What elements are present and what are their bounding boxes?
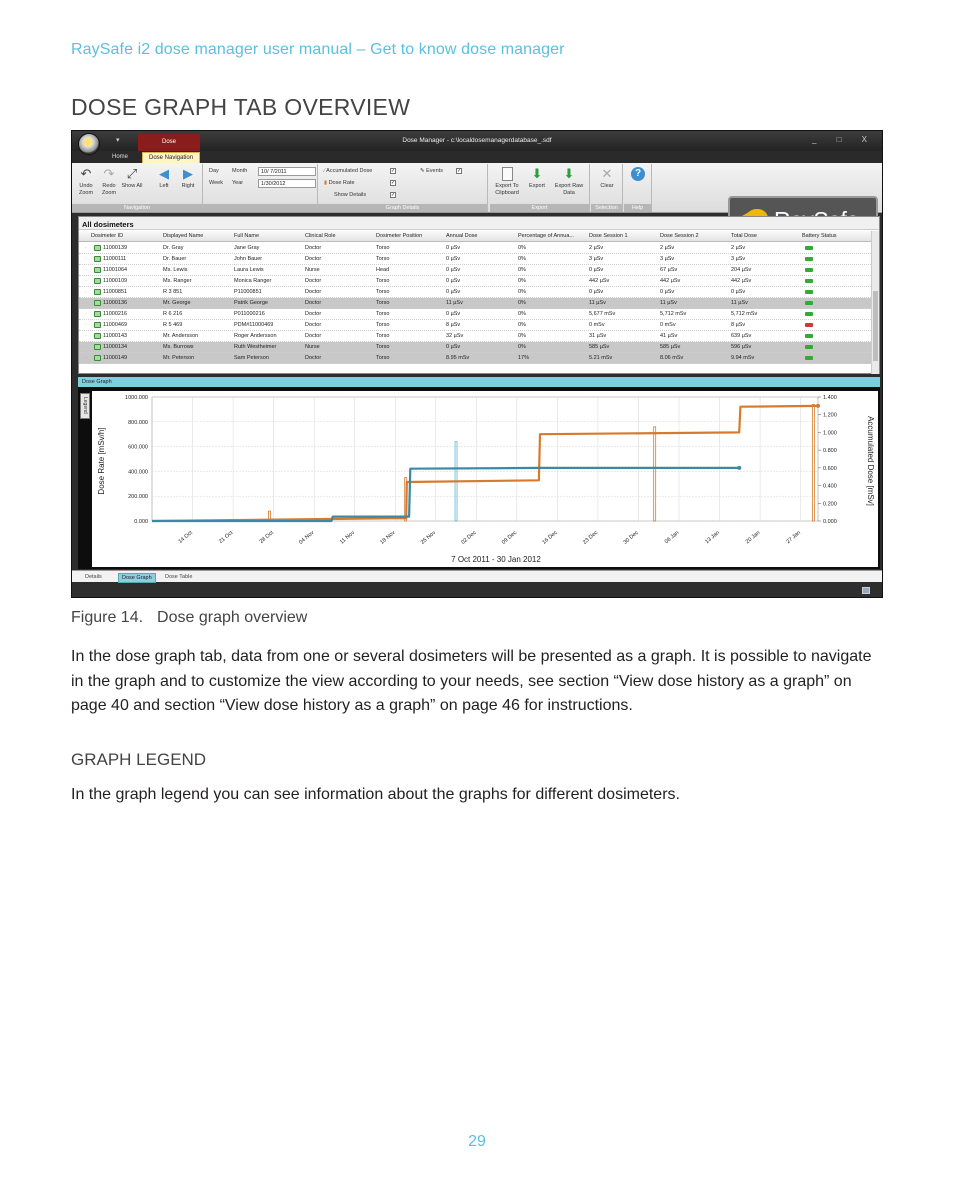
tab-details[interactable]: Details (85, 574, 102, 580)
cell-pct: 0% (518, 311, 526, 317)
cell-annual: 8 µSv (446, 322, 461, 328)
tree-connector: · (85, 344, 87, 350)
selection-group-label: Selection (591, 204, 622, 212)
help-button[interactable] (626, 167, 650, 183)
cell-id: 11001064 (103, 267, 128, 273)
y2-tick-label: 1.200 (823, 412, 837, 419)
dose-rate-label: Dose Rate (328, 180, 355, 186)
cell-id: 11000143 (103, 333, 128, 339)
table-row[interactable] (79, 276, 873, 287)
x-tick-label: 11 Nov (339, 529, 356, 546)
y2-tick-label: 0.000 (823, 519, 837, 525)
bottom-tabs (72, 570, 882, 582)
paragraph-2: In the graph legend you can see information about the graphs for different dosimeters. (71, 786, 680, 803)
x-tick-label: 25 Nov (419, 529, 438, 546)
col-percentage[interactable]: Percentage of Annua... (518, 233, 574, 239)
cell-pos: Torso (376, 333, 390, 339)
cell-total: 2 µSv (731, 245, 746, 251)
screenshot-window (71, 130, 883, 598)
battery-icon (805, 257, 813, 261)
dose-graph-panel (78, 387, 880, 569)
y2-tick-label: 0.200 (823, 501, 837, 508)
y-tick-label: 800.000 (128, 419, 148, 426)
cell-id: 11000134 (103, 344, 128, 350)
y2-tick-label: 1.000 (823, 430, 837, 437)
x-tick-label: 04 Nov (298, 529, 316, 546)
tree-connector: · (85, 256, 87, 262)
cell-pos: Torso (376, 300, 390, 306)
dosimeter-icon (94, 289, 101, 295)
cell-full: Roger Andersson (234, 333, 277, 339)
cell-role: Doctor (305, 355, 322, 361)
period-group-label (203, 204, 317, 212)
figure-caption (71, 609, 307, 627)
cell-s1: 0 µSv (589, 289, 604, 295)
cell-annual: 0 µSv (446, 278, 461, 284)
col-dose-session-2[interactable]: Dose Session 2 (660, 233, 699, 239)
cell-s2: 8.06 mSv (660, 355, 684, 361)
period-week[interactable]: Week (209, 180, 223, 186)
table-row[interactable] (79, 353, 873, 364)
x-tick-label: 23 Dec (582, 529, 600, 546)
cell-pct: 0% (518, 245, 526, 251)
table-row[interactable] (79, 265, 873, 276)
help-icon: ? (631, 167, 645, 181)
tree-connector: · (85, 311, 87, 317)
cell-s2: 0 µSv (660, 289, 675, 295)
cell-display: R 5 469 (163, 322, 183, 328)
show-all-button[interactable] (120, 167, 144, 190)
cell-total: 204 µSv (731, 267, 752, 273)
legend-tab-label: Legend (82, 397, 88, 414)
cell-display: Mr. George (163, 300, 191, 306)
cell-role: Doctor (305, 278, 322, 284)
table-row[interactable] (79, 298, 873, 309)
table-row[interactable] (79, 254, 873, 265)
battery-icon (805, 290, 813, 294)
export-raw-data-button[interactable] (551, 167, 587, 196)
x-tick-label: 21 Oct (218, 529, 235, 545)
arrow-left-icon: ◀ (159, 166, 169, 181)
cell-id: 11000139 (103, 245, 128, 251)
cell-s2: 11 µSv (660, 300, 677, 306)
title-bar (72, 131, 882, 151)
cell-pos: Torso (376, 289, 390, 295)
window-controls[interactable]: _ □ X (811, 135, 876, 144)
dose-rate-option[interactable] (324, 180, 355, 186)
cell-pct: 0% (518, 322, 526, 328)
battery-icon (805, 345, 813, 349)
grid-title: All dosimeters (79, 217, 879, 230)
cell-pos: Torso (376, 245, 390, 251)
dosimeter-icon (94, 300, 101, 306)
y-tick-label: 600.000 (128, 444, 148, 451)
dosimeter-icon (94, 278, 101, 284)
cell-s1: 5.21 mSv (589, 355, 613, 361)
table-row[interactable] (79, 342, 873, 353)
cell-id: 11000111 (103, 256, 127, 262)
cell-pct: 17% (518, 355, 530, 361)
status-bar (72, 584, 882, 598)
cell-pct: 0% (518, 333, 526, 339)
cell-s2: 442 µSv (660, 278, 681, 284)
cell-role: Doctor (305, 289, 322, 295)
cell-role: Nurse (305, 267, 320, 273)
cell-total: 442 µSv (731, 278, 752, 284)
cell-pct: 0% (518, 278, 526, 284)
table-row[interactable] (79, 331, 873, 342)
cell-s2: 0 mSv (660, 322, 676, 328)
quick-access-icon[interactable]: ▾ (116, 137, 120, 144)
cell-role: Doctor (305, 311, 322, 317)
dosimeter-grid (78, 216, 880, 374)
undo-zoom-label: Undo Zoom (78, 183, 94, 196)
x-tick-label: 28 Oct (258, 529, 275, 545)
cell-display: Dr. Gray (163, 245, 184, 251)
dosimeter-icon (94, 355, 101, 361)
y2-tick-label: 0.600 (823, 465, 837, 472)
dosimeter-icon (94, 344, 101, 350)
col-dosimeter-id[interactable]: Dosimeter ID (91, 233, 124, 239)
export-raw-icon: ⬇ (563, 166, 575, 181)
period-year[interactable]: Year (232, 180, 244, 186)
events-icon: ✎ (420, 168, 425, 174)
context-tab: Dose (138, 134, 200, 151)
tree-connector: · (85, 333, 87, 339)
cell-total: 3 µSv (731, 256, 746, 262)
cell-display: R 3 851 (163, 289, 183, 295)
x-tick-label: 30 Dec (622, 529, 640, 546)
cell-id: 11000851 (103, 289, 128, 295)
cell-s1: 3 µSv (589, 256, 604, 262)
col-full-name[interactable]: Full Name (234, 233, 260, 239)
events-checkbox[interactable]: ✓ (457, 168, 462, 174)
tree-connector: · (85, 322, 87, 328)
dosimeter-icon (94, 322, 101, 328)
y-tick-label: 0.000 (134, 519, 148, 525)
x-tick-label: 13 Jan (704, 529, 721, 546)
y-tick-label: 400.000 (128, 469, 148, 476)
cell-id: 11000136 (103, 300, 128, 306)
cell-role: Doctor (305, 300, 322, 306)
battery-icon (805, 323, 813, 327)
clear-label: Clear (600, 183, 614, 189)
cell-id: 11000149 (103, 355, 128, 361)
tab-dose-navigation[interactable]: Dose Navigation (142, 152, 200, 163)
cell-s2: 67 µSv (660, 267, 678, 273)
battery-icon (805, 312, 813, 316)
period-day[interactable]: Day (209, 168, 219, 174)
cell-full: John Bauer (234, 256, 263, 262)
series-end-marker-0 (816, 404, 820, 408)
cell-role: Nurse (305, 344, 320, 350)
cell-total: 5,712 mSv (731, 311, 758, 317)
cell-pos: Head (376, 267, 390, 273)
cell-annual: 11 µSv (446, 300, 463, 306)
dosimeter-icon (94, 267, 101, 273)
cell-full: P011000216 (234, 311, 265, 317)
x-axis-label: 7 Oct 2011 - 30 Jan 2012 (451, 555, 541, 564)
cell-pos: Torso (376, 278, 390, 284)
cell-annual: 32 µSv (446, 333, 464, 339)
export-raw-data-label: Export Raw Data (554, 183, 584, 196)
undo-zoom-icon: ↶ (80, 166, 92, 181)
col-clinical-role[interactable]: Clinical Role (305, 233, 336, 239)
cell-s1: 2 µSv (589, 245, 604, 251)
selection-group (591, 164, 623, 212)
pen-icon: ∕ (324, 168, 325, 174)
grid-scroll-thumb[interactable] (873, 291, 878, 361)
table-row[interactable] (79, 309, 873, 320)
tab-home[interactable]: Home (112, 154, 129, 160)
battery-icon (805, 301, 813, 305)
y2-tick-label: 1.400 (823, 395, 837, 401)
cell-s1: 5,677 mSv (589, 311, 616, 317)
navigation-group-label: Navigation (72, 204, 202, 212)
show-details-label: Show Details (334, 192, 367, 198)
status-icon (862, 587, 870, 594)
tree-connector: · (85, 278, 87, 284)
dose-rate-checkbox[interactable]: ✓ (391, 180, 396, 186)
cell-display: Ms. Ranger (163, 278, 192, 284)
y-tick-label: 200.000 (128, 494, 148, 501)
cell-annual: 0 µSv (446, 267, 461, 273)
series-end-marker-1 (737, 466, 741, 470)
clipboard-icon (502, 167, 513, 181)
export-to-clipboard-label: Export To Clipboard (495, 183, 519, 196)
table-row[interactable] (79, 243, 873, 254)
x-tick-label: 14 Oct (177, 529, 194, 545)
cell-role: Doctor (305, 256, 322, 262)
cell-pct: 0% (518, 300, 526, 306)
battery-icon (805, 334, 813, 338)
cell-full: P11000851 (234, 289, 262, 295)
paragraph-1: In the dose graph tab, data from one or several dosimeters will be presented as a graph. It is possible to navigate in the graph and to customize the view according to your needs, see section “View dose history as a graph” on page 40 and section “View dose history as a graph” on page 46 for instructions. (71, 648, 872, 714)
y2-axis-label: Accumulated Dose [mSv] (866, 416, 875, 506)
export-to-clipboard-button[interactable] (492, 167, 522, 196)
cell-s2: 41 µSv (660, 333, 678, 339)
redo-zoom-icon: ↷ (103, 166, 115, 181)
page-number: 29 (468, 1133, 486, 1150)
cell-pos: Torso (376, 344, 390, 350)
clear-icon: ✕ (601, 166, 613, 181)
cell-annual: 0 µSv (446, 344, 461, 350)
cell-s2: 2 µSv (660, 245, 675, 251)
cell-full: Monica Ranger (234, 278, 272, 284)
accumulated-dose-label: Accumulated Dose (326, 168, 373, 174)
y-tick-label: 1000.000 (125, 395, 148, 401)
help-group (624, 164, 652, 212)
export-label: Export (529, 183, 545, 189)
help-group-label: Help (624, 204, 651, 212)
start-date-input[interactable]: 10/ 7/2011 (258, 167, 316, 176)
subheading-graph-legend: GRAPH LEGEND (71, 750, 207, 769)
y2-tick-label: 0.800 (823, 448, 837, 455)
tree-connector: · (85, 300, 87, 306)
cell-pct: 0% (518, 289, 526, 295)
period-month[interactable]: Month (232, 168, 248, 174)
cell-s1: 31 µSv (589, 333, 607, 339)
tab-row (72, 151, 882, 163)
accumulated-dose-checkbox[interactable]: ✓ (391, 168, 396, 174)
cell-role: Doctor (305, 245, 322, 251)
col-dose-session-1[interactable]: Dose Session 1 (589, 233, 628, 239)
cell-full: Patrik George (234, 300, 268, 306)
cell-pct: 0% (518, 267, 526, 273)
x-tick-label: 02 Dec (460, 529, 478, 546)
cell-total: 9.94 mSv (731, 355, 755, 361)
dosimeter-icon (94, 333, 101, 339)
show-details-checkbox[interactable]: ✓ (391, 192, 396, 198)
export-group-label: Export (490, 204, 589, 212)
cell-pct: 0% (518, 344, 526, 350)
dosimeter-icon (94, 245, 101, 251)
x-tick-label: 20 Jan (744, 529, 762, 546)
cell-full: PDM#11000469 (234, 322, 274, 328)
cell-s2: 3 µSv (660, 256, 675, 262)
show-all-icon: ⤢ (126, 166, 138, 181)
cell-pos: Torso (376, 322, 390, 328)
dose-graph-strip: Dose Graph (78, 377, 880, 387)
col-displayed-name[interactable]: Displayed Name (163, 233, 204, 239)
cell-pos: Torso (376, 311, 390, 317)
tree-connector: · (85, 289, 87, 295)
cell-total: 596 µSv (731, 344, 752, 350)
legend-tab[interactable] (80, 393, 90, 419)
arrow-right-icon: ▶ (183, 166, 193, 181)
battery-icon (805, 279, 813, 283)
dose-chart[interactable] (92, 391, 878, 567)
figure-title: Dose graph overview (157, 609, 308, 626)
tab-dose-graph[interactable]: Dose Graph (118, 573, 156, 583)
grid-scrollbar[interactable] (871, 231, 879, 374)
battery-icon (805, 246, 813, 250)
y2-tick-label: 0.400 (823, 483, 837, 490)
cell-id: 11000469 (103, 322, 128, 328)
cell-annual: 0 µSv (446, 256, 461, 262)
app-orb-button[interactable] (78, 133, 100, 155)
export-icon: ⬇ (531, 166, 543, 181)
cell-s2: 5,712 mSv (660, 311, 687, 317)
cell-display: Ms. Burrows (163, 344, 194, 350)
cell-s1: 585 µSv (589, 344, 610, 350)
dosimeter-icon (94, 311, 101, 317)
left-label: Left (159, 183, 169, 189)
cell-display: Dr. Bauer (163, 256, 187, 262)
table-row[interactable] (79, 320, 873, 331)
cell-annual: 0 µSv (446, 289, 461, 295)
tree-connector: · (85, 355, 87, 361)
cell-annual: 0 µSv (446, 245, 461, 251)
cell-full: Sam Peterson (234, 355, 269, 361)
redo-zoom-button[interactable] (97, 167, 121, 196)
tab-dose-table[interactable]: Dose Table (165, 574, 193, 580)
cell-role: Doctor (305, 322, 322, 328)
cell-annual: 0 µSv (446, 311, 461, 317)
cell-pos: Torso (376, 355, 390, 361)
y-axis-label: Dose Rate [mSv/h] (97, 427, 106, 495)
cell-id: 11000216 (103, 311, 128, 317)
figure-label: Figure 14. (71, 609, 144, 626)
export-button[interactable] (525, 167, 549, 190)
cell-annual: 8.95 mSv (446, 355, 470, 361)
left-button[interactable] (152, 167, 176, 190)
period-group (203, 164, 318, 212)
x-tick-label: 06 Jan (663, 529, 681, 546)
cell-pct: 0% (518, 256, 526, 262)
cell-total: 0 µSv (731, 289, 746, 295)
accumulated-dose-option[interactable] (324, 168, 372, 174)
cell-display: Ms. Lewis (163, 267, 188, 273)
graph-details-group (318, 164, 488, 212)
cell-s1: 0 µSv (589, 267, 604, 273)
cell-total: 11 µSv (731, 300, 748, 306)
cell-display: R 6 216 (163, 311, 183, 317)
cell-role: Doctor (305, 333, 322, 339)
cell-total: 8 µSv (731, 322, 746, 328)
bar-icon: ▮ (324, 180, 328, 186)
cell-s1: 0 mSv (589, 322, 605, 328)
battery-icon (805, 356, 813, 360)
section-title: DOSE GRAPH TAB OVERVIEW (71, 94, 411, 120)
ribbon (72, 163, 882, 213)
col-dosimeter-position[interactable]: Dosimeter Position (376, 233, 423, 239)
export-group (490, 164, 590, 212)
events-option[interactable] (420, 168, 443, 174)
tree-connector: · (85, 267, 87, 273)
grid-rows (79, 243, 873, 364)
cell-full: Ruth Westheimer (234, 344, 277, 350)
tree-connector: · (85, 245, 87, 251)
cell-display: Mr. Andersson (163, 333, 199, 339)
cell-s2: 585 µSv (660, 344, 681, 350)
col-total-dose[interactable]: Total Dose (731, 233, 757, 239)
right-label: Right (181, 183, 195, 189)
x-tick-label: 27 Jan (785, 529, 802, 546)
graph-details-group-label: Graph Details (318, 204, 487, 212)
right-button[interactable] (176, 167, 200, 190)
cell-full: Laura Lewis (234, 267, 264, 273)
window-title: Dose Manager - c:\localdosemanagerdatabase_.sdf (402, 137, 552, 144)
clear-button[interactable] (595, 167, 619, 190)
dosimeter-icon (94, 256, 101, 262)
table-row[interactable] (79, 287, 873, 298)
redo-zoom-label: Redo Zoom (101, 183, 117, 196)
cell-full: Jane Gray (234, 245, 260, 251)
show-all-label: Show All (121, 183, 143, 189)
cell-total: 639 µSv (731, 333, 752, 339)
navigation-group (72, 164, 203, 212)
cell-display: Mr. Peterson (163, 355, 195, 361)
column-headers (79, 231, 873, 242)
cell-s1: 442 µSv (589, 278, 610, 284)
x-tick-label: 16 Dec (541, 529, 559, 546)
cell-id: 11000109 (103, 278, 128, 284)
x-tick-label: 18 Nov (379, 529, 397, 546)
cell-s1: 11 µSv (589, 300, 606, 306)
battery-icon (805, 268, 813, 272)
undo-zoom-button[interactable] (74, 167, 98, 196)
col-annual-dose[interactable]: Annual Dose (446, 233, 478, 239)
end-date-input[interactable]: 1/30/2012 (258, 179, 316, 188)
cell-pos: Torso (376, 256, 390, 262)
events-label: Events (426, 168, 443, 174)
col-battery-status[interactable]: Battery Status (802, 233, 837, 239)
x-tick-label: 09 Dec (500, 529, 519, 546)
running-head: RaySafe i2 dose manager user manual – Get to know dose manager (71, 41, 565, 58)
